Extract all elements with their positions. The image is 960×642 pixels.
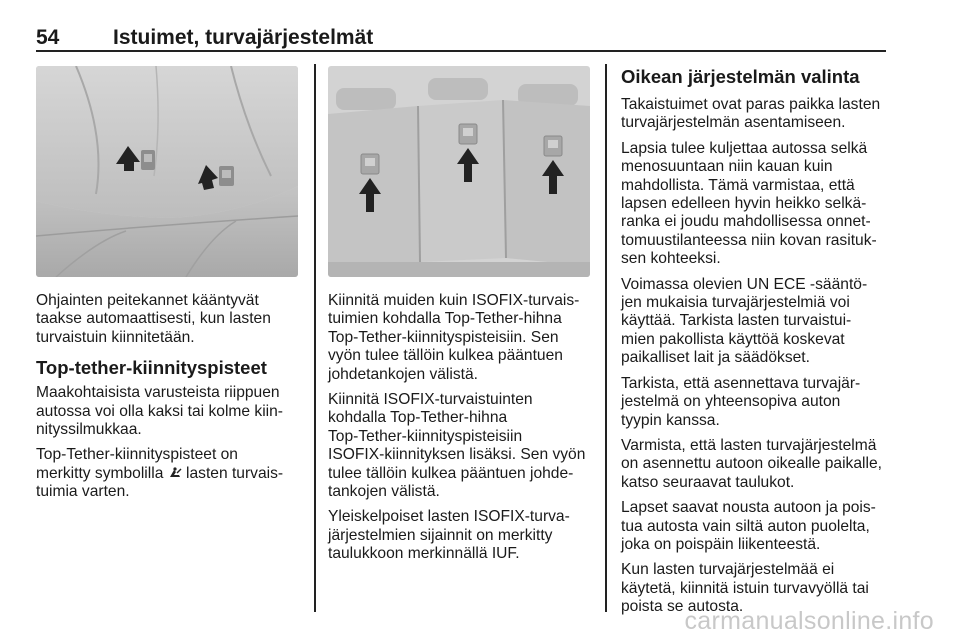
left-column — [36, 292, 306, 509]
isofix-cover-figure — [36, 66, 298, 277]
middle-paragraph-2: Kiinnitä ISOFIX-turvaistuinten kohdalla Top-Tether-hihna Top-Tether-kiinnityspisteisiin ISOFIX-kiinnityksen lisäksi. Sen vyön tulee tällöin kulkea pääntuen johde- tankojen välistä. — [328, 391, 586, 501]
left-paragraph-2: Top-Tether-kiinnityspisteet on merkitty symbolilla lasten turvais- tuimia varten. — [36, 446, 284, 501]
page-title: Istuimet, turvajärjestelmät — [113, 26, 374, 49]
right-paragraph-3: Voimassa olevien UN ECE -sääntö- jen mukaisia turvajärjestelmiä voi käyttää. Tarkista lasten turvaistui- mien pakollista käyttöä koskevat paikalliset lait ja säädökset. — [621, 275, 868, 367]
header-rule — [36, 50, 886, 52]
isofix-cover-photo — [36, 66, 298, 277]
tether-points-figure — [328, 66, 590, 277]
right-paragraph-1: Takaistuimet ovat paras paikka lasten turvajärjestelmän asentamiseen. — [621, 96, 881, 132]
right-paragraph-7: Kun lasten turvajärjestelmää ei käytetä, kiinnitä istuin turvavyöllä tai poista se autosta. — [621, 561, 869, 616]
column-divider-1 — [314, 64, 316, 612]
left-paragraph-1: Maakohtaisista varusteista riippuen autossa voi olla kaksi tai kolme kiin- nityssilmukkaa. — [36, 384, 284, 439]
right-paragraph-4: Tarkista, että asennettava turvajär- jestelmä on yhteensopiva auton tyypin kanssa. — [621, 374, 861, 429]
right-column — [621, 66, 893, 624]
section-heading-system-choice: Oikean järjestelmän valinta — [621, 66, 860, 87]
right-paragraph-2: Lapsia tulee kuljettaa autossa selkä menosuuntaan niin kauan kuin mahdollista. Tämä varmistaa, että lapsen edelleen hyvin heikko selkä- ranka ei joudu mahdollisessa onnet- tomuustilanteessa niin kovan rasituk- sen kohteeksi. — [621, 139, 877, 268]
child-seat-tether-icon — [168, 467, 182, 479]
right-paragraph-5: Varmista, että lasten turvajärjestelmä on asennettu autoon oikealle paikalle, katso seuraavat taulukot. — [621, 436, 882, 491]
column-divider-2 — [605, 64, 607, 612]
page-header — [36, 26, 886, 50]
figure-caption: Ohjainten peitekannet kääntyvät taakse automaattisesti, kun lasten turvaistuin kiinnitetään. — [36, 292, 271, 346]
section-heading-top-tether: Top-tether-kiinnityspisteet — [36, 357, 267, 379]
page-number: 54 — [36, 26, 60, 49]
middle-paragraph-1: Kiinnitä muiden kuin ISOFIX-turvais- tuimien kohdalla Top-Tether-hihna Top-Tether-kiinnityspisteisiin. Sen vyön tulee tällöin kulkea pääntuen johdetankojen välistä. — [328, 292, 580, 383]
watermark: carmanualsonline.info — [684, 607, 934, 635]
middle-column — [328, 292, 603, 571]
middle-paragraph-3: Yleiskelpoiset lasten ISOFIX-turva- järjestelmien sijainnit on merkitty taulukkoon merkinnällä IUF. — [328, 508, 570, 563]
right-paragraph-6: Lapset saavat nousta autoon ja pois- tua autosta vain siltä auton puolelta, joka on poispäin liikenteestä. — [621, 499, 876, 553]
rear-seatback-tether-points-photo — [328, 66, 590, 277]
